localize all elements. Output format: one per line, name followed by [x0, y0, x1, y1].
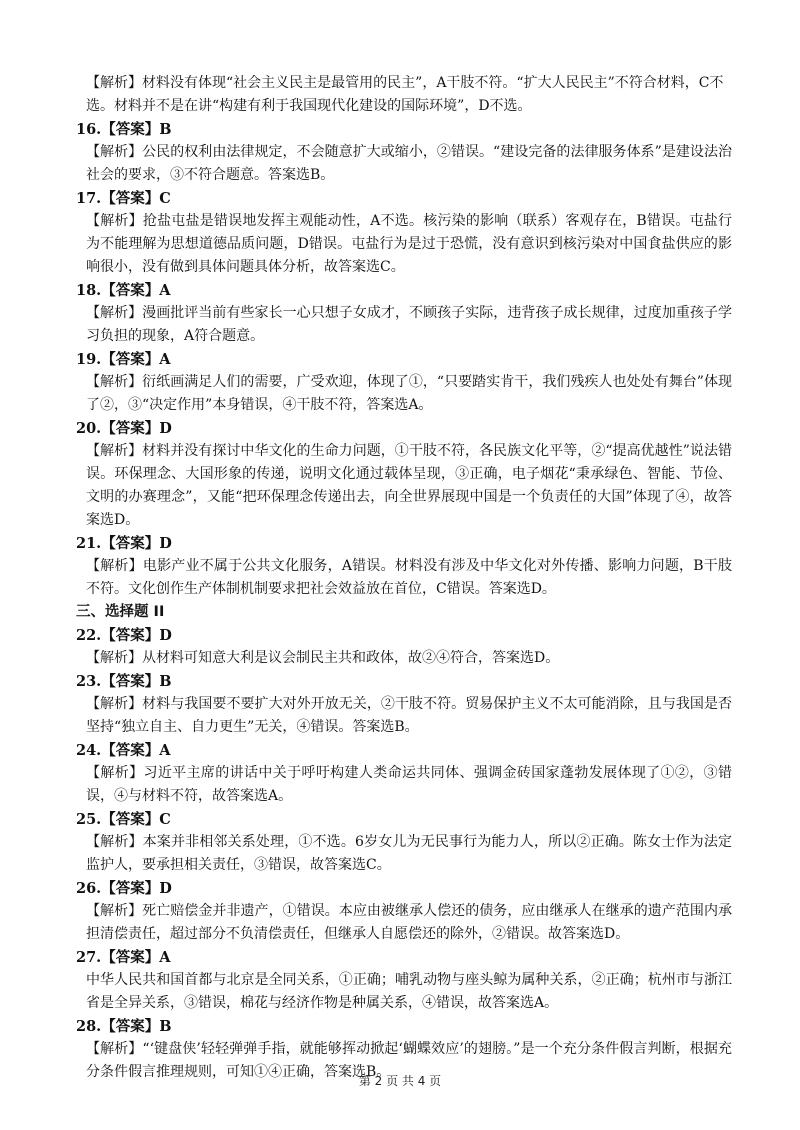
answer-item	[76, 808, 732, 877]
answer-label: 【答案】C	[101, 811, 171, 828]
explanation-text: 【解析】公民的权利由法律规定，不会随意扩大或缩小，②错误。“建设完备的法律服务体系”是建设法治社会的要求，③不符合题意。答案选B。	[86, 144, 732, 183]
answer-item	[76, 946, 732, 1015]
question-number: 20.	[76, 420, 102, 437]
answer-label: 【答案】D	[101, 535, 172, 552]
page-footer: 第 2 页 共 4 页	[358, 1074, 442, 1088]
answer-label: 【答案】A	[101, 282, 171, 299]
question-number: 19.	[76, 351, 102, 368]
answer-label: 【答案】D	[101, 627, 172, 644]
answer-item	[76, 877, 732, 946]
explanation-text: 【解析】电影产业不属于公共文化服务，A错误。材料没有涉及中华文化对外传播、影响力问题，B干肢不符。文化创作生产体制机制要求把社会效益放在首位，C错误。答案选D。	[86, 558, 732, 597]
question-number: 24.	[76, 742, 102, 759]
question-number: 28.	[76, 1018, 102, 1035]
answer-list-part-3	[76, 624, 732, 1084]
answer-label: 【答案】D	[101, 880, 172, 897]
answer-item	[76, 118, 732, 187]
explanation-text: 中华人民共和国首都与北京是全同关系，①正确；哺乳动物与座头鲸为属种关系，②正确；杭州市与浙江省是全异关系，③错误，棉花与经济作物是种属关系，④错误，故答案选A。	[86, 972, 732, 1011]
explanation-text: 【解析】材料并没有探讨中华文化的生命力问题，①干肢不符，各民族文化平等，②“提高优越性”说法错误。环保理念、大国形象的传递，说明文化通过载体呈现，③正确，电子烟花“秉承绿色、智能、节俭、文明的办赛理念”，又能“把环保理念传递出去，向全世界展现中国是一个负责任的大国”体现了④，故答案选D。	[86, 443, 732, 528]
answer-line	[76, 348, 732, 371]
answer-item	[76, 739, 732, 808]
answer-line	[76, 417, 732, 440]
answer-line	[76, 739, 732, 762]
answer-label: 【答案】C	[101, 190, 171, 207]
answer-item	[76, 187, 732, 279]
explanation-text: 【解析】衍纸画满足人们的需要，广受欢迎，体现了①，“只要踏实肯干，我们残疾人也处处有舞台”体现了②，③“决定作用”本身错误，④干肢不符，答案选A。	[86, 374, 732, 413]
answer-item	[76, 348, 732, 417]
answer-line	[76, 877, 732, 900]
answer-label: 【答案】A	[101, 742, 171, 759]
question-number: 27.	[76, 949, 102, 966]
section-title: 三、选择题 II	[76, 604, 165, 620]
answer-line	[76, 532, 732, 555]
answer-item	[76, 532, 732, 601]
answer-item	[76, 279, 732, 348]
answer-list-part-2	[76, 118, 732, 601]
document-body	[76, 72, 732, 1084]
answer-label: 【答案】B	[101, 1018, 172, 1035]
explanation-text: 【解析】从材料可知意大利是议会制民主共和政体，故②④符合，答案选D。	[86, 650, 560, 666]
explanation-text: 【解析】抢盐屯盐是错误地发挥主观能动性，A不选。核污染的影响（联系）客观存在，B错误。屯盐行为不能理解为思想道德品质问题，D错误。屯盐行为是过于恐慌，没有意识到核污染对中国食盐供应的影响很小，没有做到具体问题具体分析，故答案选C。	[86, 213, 732, 275]
explanation-text: 【解析】死亡赔偿金并非遗产，①错误。本应由被继承人偿还的债务，应由继承人在继承的遗产范围内承担清偿责任，超过部分不负清偿责任，但继承人自愿偿还的除外，②错误。故答案选D。	[86, 903, 732, 942]
explanation-text: 【解析】本案并非相邻关系处理，①不选。6岁女儿为无民事行为能力人，所以②正确。陈女士作为法定监护人，要承担相关责任，③错误，故答案选C。	[86, 834, 732, 873]
question-number: 22.	[76, 627, 102, 644]
question-number: 18.	[76, 282, 102, 299]
answer-line	[76, 946, 732, 969]
explanation-text: 【解析】漫画批评当前有些家长一心只想子女成才，不顾孩子实际，违背孩子成长规律，过度加重孩子学习负担的现象，A符合题意。	[86, 305, 732, 344]
answer-line	[76, 808, 732, 831]
question-number: 26.	[76, 880, 102, 897]
answer-label: 【答案】A	[101, 351, 171, 368]
answer-item	[76, 417, 732, 532]
answer-line	[76, 279, 732, 302]
carryover-explanation: 【解析】材料没有体现“社会主义民主是最管用的民主”，A干肢不符。“扩大人民民主”不符合材料，C不选。材料并不是在讲“构建有利于我国现代化建设的国际环境”，D不选。	[86, 75, 724, 114]
answer-item	[76, 624, 732, 670]
question-number: 21.	[76, 535, 102, 552]
answer-item	[76, 670, 732, 739]
answer-label: 【答案】B	[101, 121, 172, 138]
answer-label: 【答案】D	[101, 420, 172, 437]
answer-line	[76, 624, 732, 647]
explanation-text: 【解析】材料与我国要不要扩大对外开放无关，②干肢不符。贸易保护主义不太可能消除，且与我国是否坚持“独立自主、自力更生”无关，④错误。答案选B。	[86, 696, 732, 735]
answer-line	[76, 670, 732, 693]
explanation-text: 【解析】“‘键盘侠’轻轻弹弹手指，就能够挥动掀起‘蝴蝶效应’的翅膀。”是一个充分条件假言判断，根据充分条件假言推理规则，可知①④正确，答案选B。	[86, 1041, 732, 1080]
explanation-text: 【解析】习近平主席的讲话中关于呼吁构建人类命运共同体、强调金砖国家蓬勃发展体现了①②，③错误，④与材料不符，故答案选A。	[86, 765, 732, 804]
answer-line	[76, 187, 732, 210]
question-number: 17.	[76, 190, 102, 207]
question-number: 23.	[76, 673, 102, 690]
question-number: 16.	[76, 121, 102, 138]
answer-label: 【答案】A	[101, 949, 171, 966]
question-number: 25.	[76, 811, 102, 828]
answer-line	[76, 1015, 732, 1038]
answer-line	[76, 118, 732, 141]
answer-label: 【答案】B	[101, 673, 172, 690]
